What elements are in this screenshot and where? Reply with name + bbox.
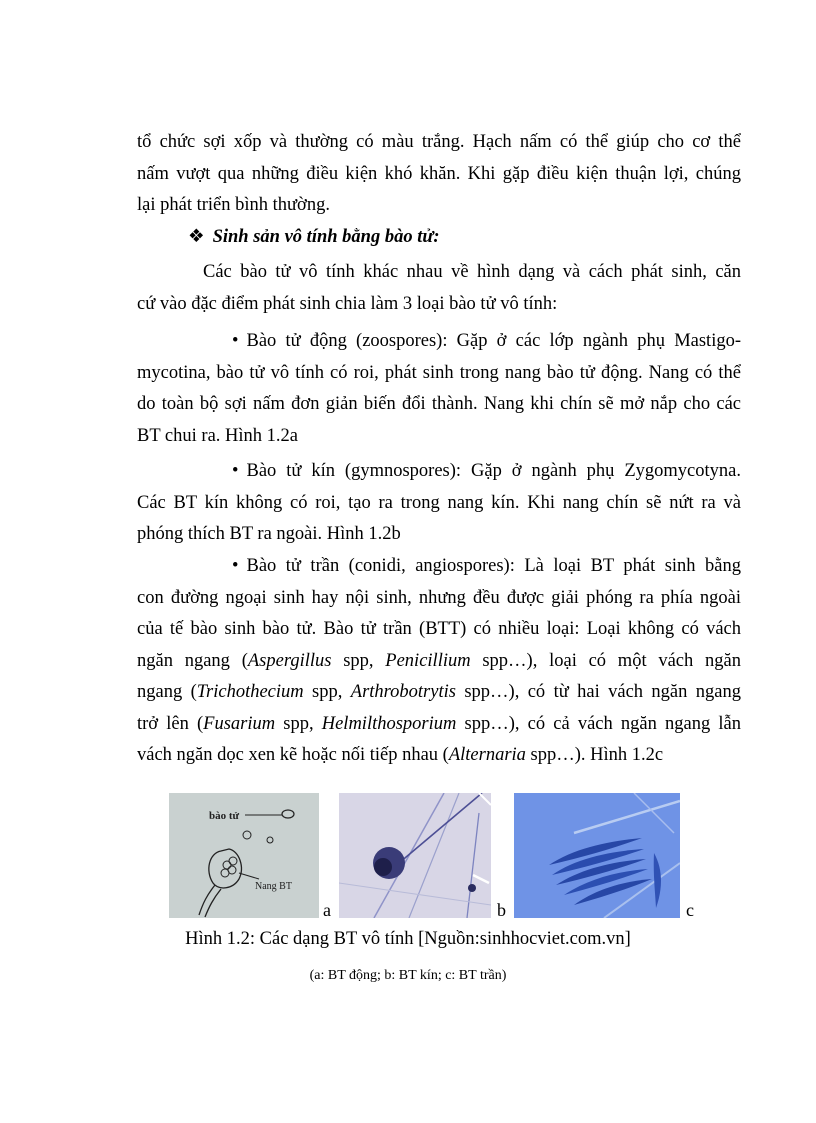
bullet-conidia [137,551,741,772]
text-line: mycotina, bào tử vô tính có roi, phát sinh trong nang bào tử động. Nang có thể [137,362,741,383]
text-line: do toàn bộ sợi nấm đơn giản biến đổi thành. Nang khi chín sẽ mở nắp cho các [137,394,741,414]
text-line: phóng thích BT ra ngoài. Hình 1.2b [137,524,401,544]
text-line: vách ngăn dọc xen kẽ hoặc nối tiếp nhau (Alternaria spp…). Hình 1.2c [137,745,664,765]
text-line: cứ vào đặc điểm phát sinh chia làm 3 loại bào tử vô tính: [137,293,558,314]
text-line: trở lên (Fusarium spp, Helmilthosporium spp…), có cả vách ngăn ngang lẫn [137,713,741,734]
text-line: ngang (Trichothecium spp, Arthrobotrytis spp…), có từ hai vách ngăn ngang [137,682,741,702]
svg-text:bào tử: bào tử [209,810,240,822]
bullet-text: Bào tử trần (conidi, angiospores): Là loại BT phát sinh bằng [246,556,741,576]
figure-label-b: b [497,900,506,920]
bullet-text: Bào tử động (zoospores): Gặp ở các lớp ngành phụ Mastigo- [246,331,741,351]
figure-subcaption: (a: BT động; b: BT kín; c: BT trần) [309,968,507,983]
text-line: con đường ngoại sinh hay nội sinh, nhưng đều được giải phóng ra phía ngoài [137,587,741,608]
text-line: BT chui ra. Hình 1.2a [137,425,298,446]
round-bullet-icon: • [232,461,239,481]
svg-text:Nang BT: Nang BT [255,881,292,892]
text-line: Các bào tử vô tính khác nhau về hình dạng và cách phát sinh, căn [203,262,741,282]
paragraph-intro [137,127,741,222]
bullet-zoospores [137,326,741,452]
bullet-gymnospores [137,456,741,551]
text-line [137,326,741,358]
figure-c-conidia-image [514,793,680,918]
text-line [137,551,741,583]
round-bullet-icon: • [232,556,239,576]
text-line: lại phát triển bình thường. [137,195,330,215]
conidia-photo [514,793,680,918]
text-line: ngăn ngang (Aspergillus spp, Penicillium spp…), loại có một vách ngăn [137,650,741,671]
figure-caption: Hình 1.2: Các dạng BT vô tính [Nguồn:sinhhocviet.com.vn] [185,929,631,949]
figure-a-zoospore-diagram [169,793,319,918]
figure-label-c: c [686,900,694,920]
paragraph-spores-intro [137,257,741,320]
figure-label-a: a [323,900,331,920]
heading-text: Sinh sản vô tính bằng bào tử: [212,227,440,247]
diamond-bullet-icon: ❖ [188,227,205,247]
zoospore-diagram-image [169,793,319,918]
figure-b-sporangium-image [339,793,491,918]
text-line: Các BT kín không có roi, tạo ra trong nang kín. Khi nang chín sẽ nứt ra và [137,492,741,513]
bullet-text: Bào tử kín (gymnospores): Gặp ở ngành phụ Zygomycotyna. [246,461,741,481]
round-bullet-icon: • [232,331,239,351]
text-line: tổ chức sợi xốp và thường có màu trắng. Hạch nấm có thể giúp cho cơ thể [137,132,741,152]
text-line [137,456,741,488]
text-line: của tế bào sinh bào tử. Bào tử trần (BTT) có nhiều loại: Loại không có vách [137,619,741,639]
text-line: nấm vượt qua những điều kiện khó khăn. Khi gặp điều kiện thuận lợi, chúng [137,163,741,184]
section-heading [188,226,440,248]
sporangium-photo [339,793,491,918]
